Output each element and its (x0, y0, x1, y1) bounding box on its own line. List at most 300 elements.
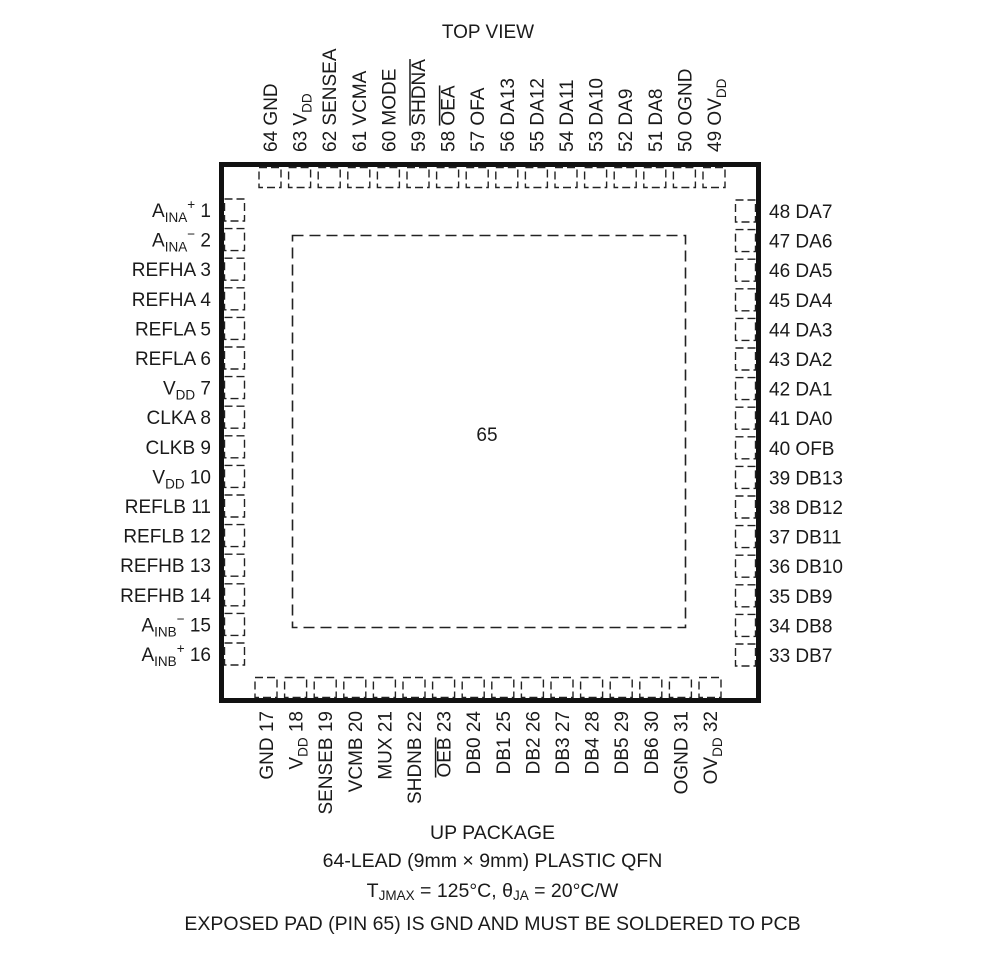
pin-pad-48 (736, 200, 756, 222)
pin-name-part: A (152, 230, 165, 252)
pin-label-group-53 (587, 78, 608, 152)
pin-name-part: V (152, 467, 166, 489)
pin-number: 46 (769, 261, 791, 283)
pin-number: 43 (769, 350, 791, 371)
pin-name-part: DB1 (493, 737, 515, 775)
pin-pad-17 (255, 678, 277, 698)
pin-label-oea-58 (439, 85, 460, 152)
pin-name-part: DB6 (641, 737, 663, 775)
pin-label-group-30 (642, 711, 663, 774)
pin-pad-44 (736, 318, 756, 340)
pin-number: 22 (405, 711, 426, 733)
pin-pad-23 (433, 678, 455, 698)
pin-pad-42 (736, 378, 756, 400)
pin-name-part: CLKA (146, 408, 196, 430)
pin-label-db5-29 (612, 711, 633, 774)
pin-pad-30 (640, 678, 662, 698)
pin-name-part: OGND (671, 737, 693, 795)
pin-pad-6 (225, 347, 245, 369)
pin-pad-26 (521, 678, 543, 698)
pin-name-part: DB9 (795, 586, 833, 608)
pin-name-part: GND (257, 737, 278, 780)
pin-pad-1 (225, 199, 245, 221)
pin-name-part: SENSEA (320, 48, 342, 126)
pin-number: 40 (769, 438, 791, 460)
pin-label-da4-45 (769, 291, 833, 312)
pin-label-vdd-18 (287, 711, 311, 770)
pin-number: 9 (200, 437, 211, 459)
pin-pad-59 (407, 168, 429, 188)
pin-number: 1 (200, 201, 211, 222)
pin-number: 48 (769, 202, 791, 223)
pin-pad-39 (736, 466, 756, 488)
pin-label-vcma-61 (350, 70, 371, 152)
pin-label-db3-27 (553, 711, 574, 774)
pin-label-group-19 (316, 711, 337, 815)
tj-subscript: JMAX (378, 888, 415, 903)
thermal-spec (0, 880, 985, 903)
pin-name-part: DD (710, 737, 725, 757)
package-description-text: 64-LEAD (9mm × 9mm) PLASTIC QFN (322, 850, 663, 872)
pin-number: 13 (189, 556, 211, 578)
pin-label-group-26 (523, 711, 544, 774)
pin-number: 61 (349, 130, 371, 152)
pin-label-ofa-57 (468, 87, 489, 152)
pin-name-part: DB13 (795, 468, 843, 490)
pin-label-ofb-40 (769, 439, 834, 460)
pin-name-part: DA13 (497, 78, 519, 126)
pin-label-ovdd-32 (701, 711, 725, 784)
pin-label-da11-54 (557, 79, 578, 152)
pin-number: 15 (189, 615, 211, 637)
pin-label-aina-1 (152, 197, 211, 225)
pin-number: 10 (189, 467, 211, 489)
pin-label-reflb-11 (125, 497, 211, 518)
pin-number: 4 (200, 289, 211, 311)
pin-pad-63 (289, 168, 311, 188)
pin-label-refha-4 (132, 290, 212, 311)
pin-pad-15 (225, 613, 245, 635)
pin-label-oeb-23 (435, 711, 456, 778)
pin-number: 8 (200, 408, 211, 430)
pin-label-db4-28 (583, 711, 604, 774)
pin-label-group-60 (379, 69, 400, 152)
pin-name-part: OV (705, 98, 726, 126)
pin-pad-53 (585, 168, 607, 188)
pin-name-part: DD (175, 387, 196, 403)
pin-number: 19 (316, 711, 338, 733)
pin-number: 3 (200, 260, 211, 282)
pin-number: 63 (290, 130, 312, 152)
pin-pad-47 (736, 230, 756, 252)
pin-pad-29 (610, 678, 632, 698)
pin-pad-58 (437, 168, 459, 188)
pin-number: 7 (200, 378, 211, 400)
pin-number: 42 (769, 379, 791, 401)
pin-label-vdd-10 (152, 467, 211, 491)
pin-number: 34 (769, 616, 791, 638)
pin-name-part: DB5 (612, 737, 634, 775)
pin-label-group-56 (498, 78, 519, 152)
pin-name-part: REFLB (124, 497, 186, 518)
pin-label-group-27 (553, 711, 574, 774)
pin-name-part: SHDNA (409, 59, 430, 126)
pin-name-part: SHDNB (405, 737, 426, 804)
pin-name-part: DB8 (795, 616, 833, 638)
pin-name-part: V (286, 756, 308, 770)
pin-number: 50 (675, 130, 697, 152)
exposed-pad-note-text: EXPOSED PAD (PIN 65) IS GND AND MUST BE SOLDERED TO PCB (184, 913, 801, 935)
pin-label-shdnb-22 (405, 711, 426, 804)
pin-pad-64 (259, 168, 281, 188)
pin-label-refhb-14 (120, 586, 211, 607)
pin-pad-51 (644, 168, 666, 188)
pin-number: 56 (497, 130, 519, 152)
pin-number: 14 (189, 585, 211, 607)
pin-number: 38 (769, 498, 791, 519)
pin-label-da7-48 (769, 202, 832, 223)
pin-pad-14 (225, 584, 245, 606)
pin-name-part: REFLA (134, 349, 196, 370)
pin-number: 28 (582, 711, 604, 733)
pin-pad-32 (699, 678, 721, 698)
pin-name-part: DA2 (795, 350, 833, 371)
pin-label-group-64 (261, 83, 282, 152)
pin-pad-56 (496, 168, 518, 188)
pin-number: 62 (320, 130, 342, 152)
pin-pad-25 (492, 678, 514, 698)
pin-label-group-22 (405, 711, 426, 804)
package-name-text: UP PACKAGE (430, 822, 555, 844)
pin-pad-5 (225, 317, 245, 339)
pin-label-gnd-17 (257, 711, 278, 780)
pin-label-db2-26 (523, 711, 544, 774)
pin-pad-35 (736, 585, 756, 607)
pin-number: 27 (553, 711, 574, 733)
pin-name-part: DB11 (795, 527, 842, 549)
pin-name-part: DB0 (464, 737, 486, 775)
pin-number: 23 (434, 711, 456, 733)
pin-pad-2 (225, 229, 245, 251)
pin-pad-27 (551, 678, 573, 698)
pin-name-part: REFLB (123, 526, 185, 548)
pin-label-db11-37 (769, 528, 842, 549)
pin-label-db12-38 (769, 498, 843, 519)
pin-name-part: OFA (468, 87, 490, 126)
pin-label-db13-39 (769, 468, 843, 489)
pin-label-group-31 (671, 711, 692, 794)
pin-number: 54 (557, 130, 578, 152)
pin-label-da9-52 (616, 89, 637, 152)
pin-number: 31 (671, 711, 693, 733)
pin-label-da3-44 (769, 320, 832, 341)
pin-name-part: A (141, 615, 155, 637)
pin-name-part: DA6 (795, 231, 833, 253)
pin-number: 12 (189, 526, 211, 548)
pin-name-part: OV (701, 756, 722, 785)
pin-name-part: + (187, 197, 196, 212)
pin-pad-12 (225, 525, 245, 547)
pin-name-part: DD (714, 78, 729, 99)
pin-label-group-24 (464, 711, 485, 775)
pin-pad-50 (673, 168, 695, 188)
pin-label-vdd-7 (163, 379, 211, 403)
pin-pad-19 (314, 678, 336, 698)
pin-name-part: DB12 (795, 498, 843, 519)
pin-label-sensea-62 (320, 48, 341, 152)
pin-label-vdd-63 (291, 93, 315, 152)
pin-number: 55 (527, 130, 549, 152)
pin-name-part: OGND (675, 68, 697, 126)
pin-name-part: VCMB (345, 737, 367, 793)
pin-label-db9-35 (769, 587, 832, 608)
pin-label-group-63 (291, 93, 315, 152)
pin-pad-4 (225, 288, 245, 310)
pin-name-part: GND (261, 83, 282, 126)
pin-pad-9 (225, 436, 245, 458)
pin-label-gnd-64 (261, 83, 282, 152)
pin-number: 21 (375, 711, 397, 733)
pin-pad-21 (373, 678, 395, 698)
pin-name-part: OEB (434, 737, 456, 778)
pin-label-group-28 (583, 711, 604, 774)
pin-number: 45 (769, 290, 791, 312)
pin-label-da12-55 (527, 78, 548, 152)
pin-label-db7-33 (769, 646, 832, 667)
pin-pad-41 (736, 407, 756, 429)
pin-number: 44 (769, 320, 791, 342)
pin-label-aina-2 (152, 227, 211, 255)
pin-label-db0-24 (464, 711, 485, 775)
pin-label-db10-36 (769, 557, 843, 578)
pin-name-part: DA9 (616, 88, 638, 126)
pin-pad-33 (736, 644, 756, 666)
pin-name-part: CLKB (145, 437, 196, 459)
pin-name-part: − (176, 611, 185, 627)
left-pins-group (120, 197, 244, 669)
pin-name-part: REFLA (134, 319, 196, 341)
pin-pad-8 (225, 406, 245, 428)
pin-pad-22 (403, 678, 425, 698)
pin-number: 53 (586, 130, 608, 152)
pin-label-ognd-50 (675, 69, 696, 152)
exposed-pad-note (0, 913, 985, 936)
pin-name-part: INB (154, 654, 177, 669)
pin-number: 51 (645, 130, 667, 152)
pin-label-da6-47 (769, 232, 832, 253)
pin-number: 16 (189, 645, 211, 666)
pin-name-part: + (176, 641, 185, 656)
pin-label-group-59 (409, 59, 430, 152)
pin-number: 6 (200, 349, 211, 370)
pin-label-mode-60 (379, 69, 400, 152)
theta-subscript: JA (512, 888, 529, 903)
pin-name-part: DA12 (527, 78, 549, 126)
pin-label-da5-46 (769, 261, 832, 282)
pin-number: 35 (769, 586, 791, 608)
pin-label-da13-56 (498, 78, 519, 152)
pin-name-part: DA1 (795, 379, 833, 401)
pin-label-ognd-31 (671, 711, 692, 794)
pin-number: 30 (641, 711, 663, 733)
pin-label-clka-8 (147, 408, 211, 429)
pin-number: 32 (701, 711, 722, 733)
pin-label-da8-51 (646, 89, 667, 152)
pin-name-part: DA4 (795, 290, 833, 312)
pin-name-part: DB10 (795, 557, 843, 579)
pin-name-part: REFHB (120, 585, 185, 607)
pin-name-part: − (187, 226, 196, 242)
pin-pad-7 (225, 377, 245, 399)
pin-label-group-23 (435, 711, 456, 778)
pin-name-part: MUX (375, 737, 397, 780)
pin-label-ainb-15 (141, 611, 211, 639)
pin-label-group-17 (257, 711, 278, 780)
pin-label-db8-34 (769, 616, 832, 637)
pin-number: 41 (769, 409, 791, 431)
pin-number: 64 (261, 130, 282, 152)
pin-number: 37 (769, 527, 791, 549)
theta-value: = 20°C/W (528, 880, 619, 902)
pin-number: 5 (200, 319, 211, 341)
pin-label-group-18 (287, 711, 311, 770)
pin-label-refha-3 (132, 260, 211, 281)
pin-pad-37 (736, 526, 756, 548)
pin-number: 25 (493, 711, 515, 733)
pin-name-part: DA11 (557, 79, 578, 126)
pin-label-clkb-9 (146, 438, 212, 459)
pin-number: 20 (345, 711, 367, 733)
pin-label-group-62 (320, 48, 341, 152)
pin-label-reflb-12 (123, 527, 211, 548)
pin-pad-60 (377, 168, 399, 188)
pin-pad-24 (462, 678, 484, 698)
pin-label-group-61 (350, 70, 371, 152)
pin-label-da2-43 (769, 350, 832, 371)
tj-value: = 125°C, (414, 880, 503, 902)
pin-name-part: REFHA (131, 289, 196, 311)
pin-name-part: DA5 (795, 261, 833, 283)
pin-name-part: DB4 (582, 737, 604, 775)
pin-number: 29 (612, 711, 634, 733)
pin-number: 52 (616, 130, 638, 152)
package-description (0, 850, 985, 873)
pin-pad-62 (318, 168, 340, 188)
diagram-title: TOP VIEW (441, 22, 535, 43)
pin-name-part: MODE (379, 68, 401, 126)
pin-label-group-51 (646, 89, 667, 152)
pin-label-group-52 (616, 89, 637, 152)
pin-label-group-25 (494, 711, 515, 774)
pin-pad-46 (736, 259, 756, 281)
pin-label-group-20 (346, 711, 367, 792)
pin-label-refla-6 (135, 349, 211, 370)
pin-name-part: OFB (795, 438, 835, 460)
pin-name-part: INA (164, 239, 188, 255)
pin-label-refhb-13 (120, 556, 211, 577)
pin-name-part: INB (154, 624, 177, 640)
pin-name-part: DD (299, 93, 315, 113)
pin-label-ainb-16 (141, 641, 211, 669)
pin-name-part: DD (165, 476, 185, 492)
pin-number: 17 (257, 711, 278, 733)
pin-name-part: OEA (438, 85, 460, 126)
package-name (0, 822, 985, 845)
pin-pad-43 (736, 348, 756, 370)
pin-pad-57 (466, 168, 488, 188)
pin-name-part: DB2 (523, 737, 545, 775)
pin-name-part: REFHB (120, 556, 185, 578)
pin-pad-18 (285, 678, 307, 698)
pin-pad-31 (669, 678, 691, 698)
pin-name-part: V (162, 378, 176, 400)
pin-label-group-58 (439, 85, 460, 152)
pin-number: 58 (438, 130, 460, 152)
pin-number: 18 (286, 711, 308, 733)
pin-label-da10-53 (587, 78, 608, 152)
pin-label-group-50 (675, 69, 696, 152)
pin-label-mux-21 (375, 711, 396, 780)
pin-number: 60 (379, 130, 401, 152)
pin-name-part: REFHA (131, 260, 196, 282)
pin-number: 24 (464, 711, 486, 733)
pin-label-group-57 (468, 87, 489, 152)
pin-name-part: DA10 (586, 78, 608, 126)
pin-pad-38 (736, 496, 756, 518)
pin-pad-3 (225, 258, 245, 280)
pin-label-group-55 (527, 78, 548, 152)
pin-number: 47 (769, 231, 791, 253)
pin-pad-45 (736, 289, 756, 311)
pin-pad-34 (736, 614, 756, 636)
pin-number: 2 (200, 230, 211, 252)
tj-symbol: T (366, 880, 379, 902)
pin-name-part: DA7 (795, 202, 833, 223)
pin-name-part: DA0 (795, 409, 833, 431)
pin-name-part: DD (295, 737, 311, 757)
pin-number: 33 (769, 646, 791, 667)
pin-name-part: SENSEB (316, 737, 338, 815)
pin-label-db1-25 (494, 711, 515, 774)
exposed-pad-number: 65 (476, 425, 498, 446)
pin-label-db6-30 (642, 711, 663, 774)
pin-name-part: DB7 (795, 646, 833, 667)
pin-label-vcmb-20 (346, 711, 367, 792)
pin-label-group-29 (612, 711, 633, 774)
pin-number: 39 (769, 468, 791, 490)
pin-pad-40 (736, 437, 756, 459)
pin-number: 36 (769, 557, 791, 579)
pin-label-group-32 (701, 711, 725, 784)
pin-number: 11 (191, 497, 211, 518)
pin-name-part: INA (164, 210, 188, 225)
pin-name-part: VCMA (349, 70, 371, 126)
pin-label-ovdd-49 (705, 78, 729, 152)
pin-number: 49 (705, 130, 726, 152)
pin-pad-36 (736, 555, 756, 577)
pin-pad-10 (225, 465, 245, 487)
pin-pad-61 (348, 168, 370, 188)
pin-number: 57 (468, 130, 490, 152)
pin-label-group-49 (705, 78, 729, 152)
pin-pad-55 (525, 168, 547, 188)
pin-label-group-21 (375, 711, 396, 780)
pin-label-group-54 (557, 79, 578, 152)
pin-name-part: DA8 (645, 88, 667, 126)
pin-label-da0-41 (769, 409, 832, 430)
pin-label-refla-5 (135, 319, 211, 340)
pin-number: 26 (523, 711, 545, 733)
